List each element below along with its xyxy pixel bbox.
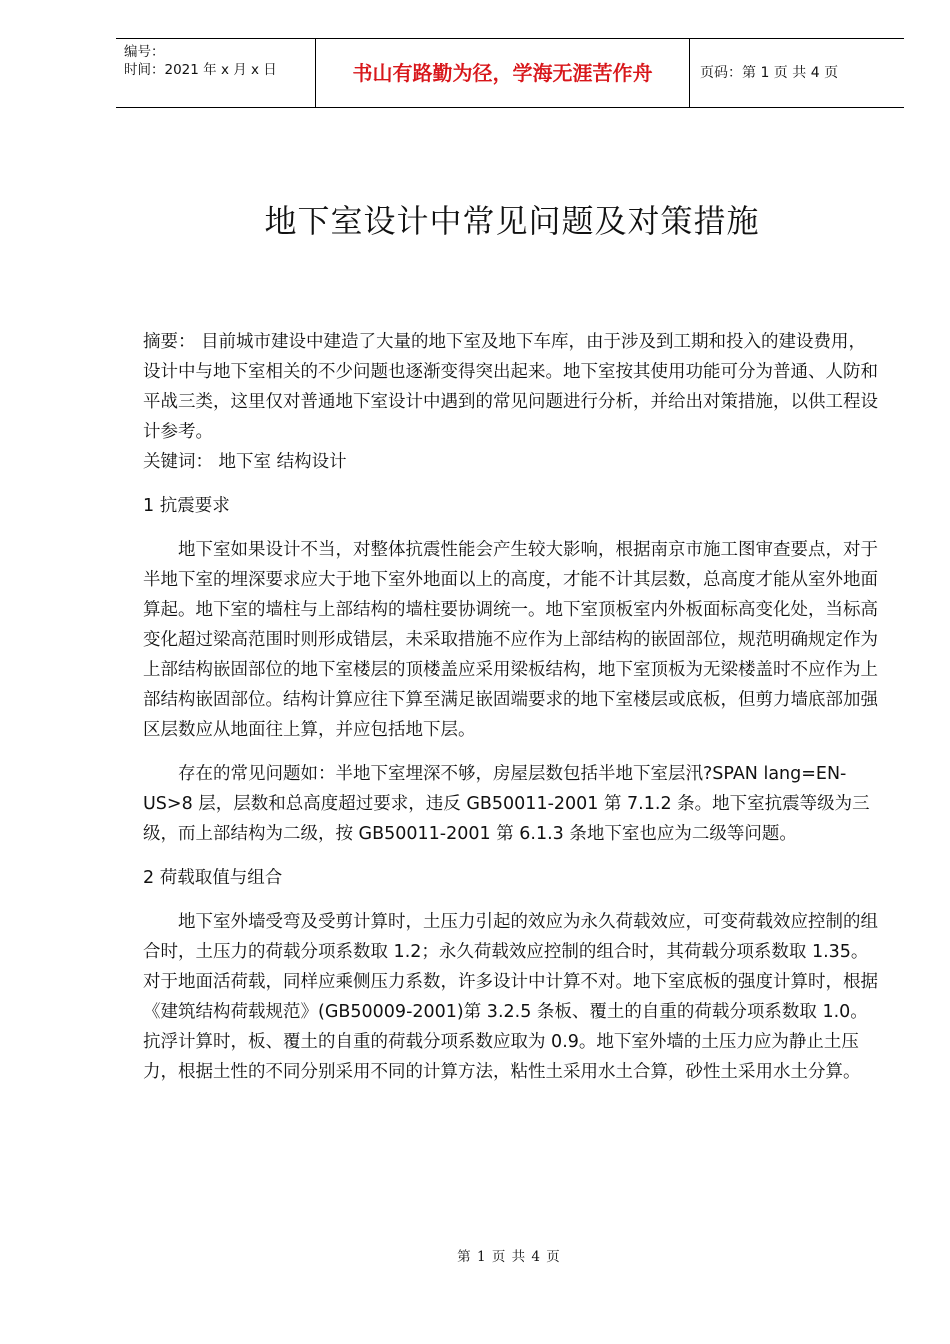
section-heading-2: 2 荷载取值与组合 xyxy=(143,868,283,888)
page-header xyxy=(116,38,904,108)
document-title: 地下室设计中常见问题及对策措施 xyxy=(264,202,760,240)
header-page-info: 页码：第 1 页 共 4 页 xyxy=(700,65,839,81)
header-motto: 书山有路勤为径，学海无涯苦作舟 xyxy=(316,39,690,107)
keywords: 关键词： 地下室 结构设计 xyxy=(143,452,347,472)
section-1-paragraph-1: 地下室如果设计不当，对整体抗震性能会产生较大影响，根据南京市施工图审查要点，对于半地下室的埋深要求应大于地下室外地面以上的高度，才能不计其层数，总高度才能从室外地面算起。地下室的墙柱与上部结构的墙柱要协调统一。地下室顶板室内外板面标高变化处，当标高变化超过梁高范围时则形成错层，未采取措施不应作为上部结构的嵌固部位，规范明确规定作为上部结构嵌固部位的地下室楼层的顶楼盖应采用梁板结构，地下室顶板为无梁楼盖时不应作为上部结构嵌固部位。结构计算应往下算至满足嵌固端要求的地下室楼层或底板，但剪力墙底部加强区层数应从地面往上算，并应包括地下层。 xyxy=(143,540,878,740)
document-body xyxy=(143,327,883,1087)
section-1-paragraph-2: 存在的常见问题如：半地下室埋深不够，房屋层数包括半地下室层汛?SPAN lang=EN-US>8 层，层数和总高度超过要求，违反 GB50011-2001 第 7.1.2 条。地下室抗震等级为三级，而上部结构为二级，按 GB50011-2001 第 6.1.3 条地下室也应为二级等问题。 xyxy=(143,764,870,844)
header-meta xyxy=(116,39,316,107)
section-heading-1: 1 抗震要求 xyxy=(143,496,230,516)
time-label: 时间：2021 年 x 月 x 日 xyxy=(124,62,277,78)
section-2-paragraph-1: 地下室外墙受弯及受剪计算时，土压力引起的效应为永久荷载效应，可变荷载效应控制的组合时，土压力的荷载分项系数取 1.2；永久荷载效应控制的组合时，其荷载分项系数取 1.35。对于地面活荷载，同样应乘侧压力系数，许多设计中计算不对。地下室底板的强度计算时，根据《建筑结构荷载规范》(GB50009-2001)第 3.2.5 条板、覆土的自重的荷载分项系数取 1.0。抗浮计算时，板、覆土的自重的荷载分项系数应取为 0.9。地下室外墙的土压力应为静止土压力，根据土性的不同分别采用不同的计算方法，粘性土采用水土合算，砂性土采用水土分算。 xyxy=(143,912,878,1082)
page-footer: 第 1 页 共 4 页 xyxy=(457,1249,561,1265)
number-label: 编号： xyxy=(124,44,165,60)
abstract: 摘要： 目前城市建设中建造了大量的地下室及地下车库，由于涉及到工期和投入的建设费用，设计中与地下室相关的不少问题也逐渐变得突出起来。地下室按其使用功能可分为普通、人防和平战三类，这里仅对普通地下室设计中遇到的常见问题进行分析，并给出对策措施，以供工程设计参考。 xyxy=(143,332,878,442)
